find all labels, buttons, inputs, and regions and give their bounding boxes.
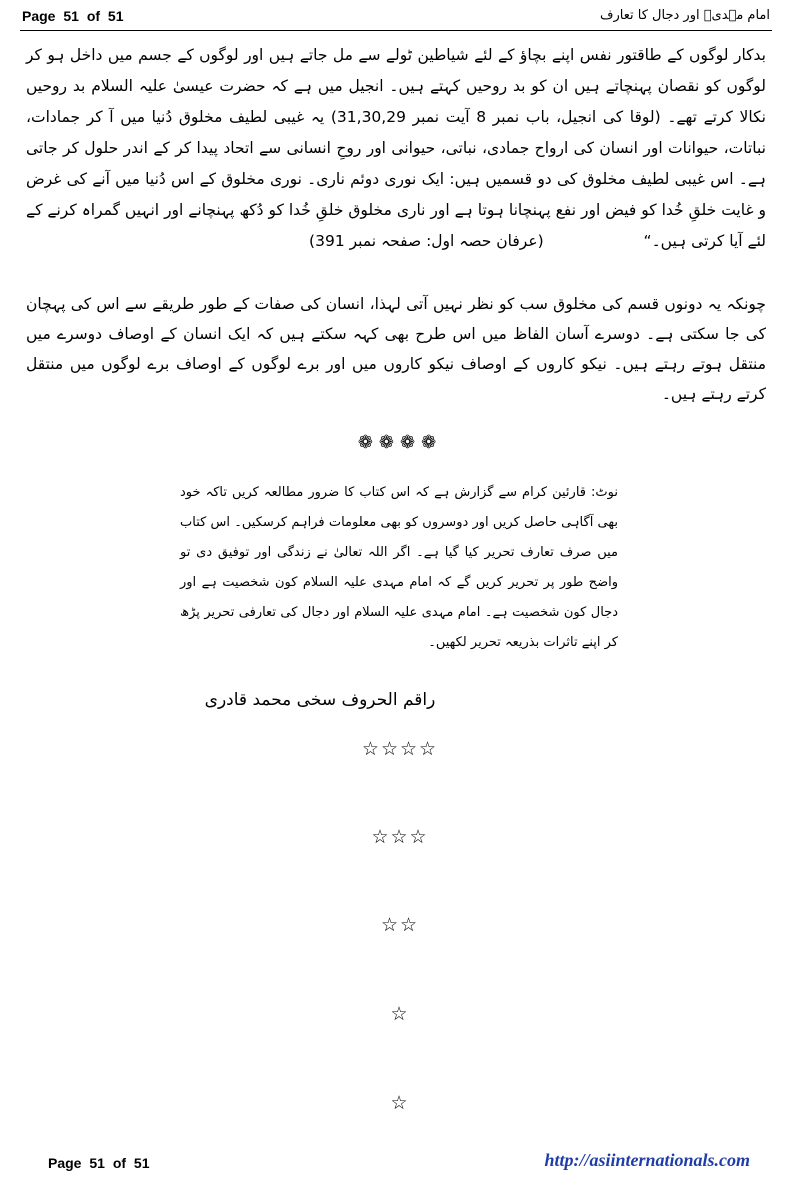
- note-block: [180, 478, 618, 658]
- body-paragraph-2: چونکہ یہ دونوں قسم کی مخلوق سب کو نظر نہیں آتی لہذا، انسان کی صفات کے طور طریقے سے اس کی پہچان کی جا سکتی ہے۔ دوسرے آسان الفاظ میں اس طرح بھی کہہ سکتے ہیں کہ ایک انسان کے اوصاف دوسرے میں منتقل ہوتے رہتے ہیں۔ نیکو کاروں کے اوصاف نیکو کاروں میں اور برے لوگوں کے اوصاف برے لوگوں میں منتقل کرتے رہتے ہیں۔: [26, 295, 766, 403]
- ornament-divider: ❁❁❁❁: [357, 432, 443, 453]
- citation: (عرفان حصہ اول: صفحہ نمبر 391): [309, 232, 544, 250]
- note-label: نوٹ:: [591, 485, 618, 500]
- stars-row-one-b: ☆: [390, 1092, 410, 1114]
- body-paragraph-1: [26, 40, 766, 257]
- header-divider: [20, 30, 772, 31]
- header-book-title: امام مہدیؑ اور دجال کا تعارف: [600, 8, 770, 23]
- author-signature: راقم الحروف سخی محمد قادری: [204, 690, 436, 710]
- footer-website-link[interactable]: http://asiinternationals.com: [544, 1150, 750, 1170]
- stars-row-one-a: ☆: [390, 1003, 410, 1025]
- header-page-number: Page 51 of 51: [22, 8, 124, 24]
- stars-row-four: ☆☆☆☆: [361, 738, 439, 760]
- stars-row-two: ☆☆: [380, 914, 420, 936]
- paragraph-1-text: بدکار لوگوں کے طاقتور نفس اپنے بچاؤ کے لئے شیاطین ٹولے سے مل جاتے ہیں اور لوگوں کے جسم میں داخل ہو کر لوگوں کو نقصان پہنچاتے ہیں ان کو بد روحیں کہتے ہیں۔ انجیل میں ہے کہ حضرت عیسیٰ علیہ السلام بد روحیں نکالا کرتے تھے۔ (لوقا کی انجیل، باب نمبر 8 آیت نمبر 31,30,29) یہ غیبی لطیف مخلوق دُنیا میں آ کر جمادات، نباتات، حیوانات اور انسان کی ارواح جمادی، نباتی، حیوانی اور روحِ انسانی سے اتحاد پیدا کر کے اندر حلول کر جاتی ہے۔ اس غیبی لطیف مخلوق کی دو قسمیں ہیں: ایک نوری دوئم ناری۔ نوری مخلوق کے اس دُنیا میں آنے کی غرض و غایت خلقِ خُدا کو فیض اور نفع پہنچانا ہوتا ہے اور ناری مخلوق خلقِ خُدا کو دُکھ پہنچانے اور انہیں گمراہ کرنے کے لئے آیا کرتی ہیں۔“: [26, 46, 766, 250]
- stars-row-three: ☆☆☆: [371, 826, 429, 848]
- footer-page-number: Page 51 of 51: [48, 1155, 150, 1171]
- note-text: قارئین کرام سے گزارش ہے کہ اس کتاب کا ضرور مطالعہ کریں تاکہ خود بھی آگاہی حاصل کریں اور دوسروں کو بھی معلومات فراہم کرسکیں۔ اس کتاب میں صرف تعارف تحریر کیا گیا ہے۔ اگر اللہ تعالیٰ نے زندگی اور توفیق دی تو واضح طور پر تحریر کریں گے کہ امام مہدی علیہ السلام کون شخصیت ہے اور دجال کون شخصیت ہے۔ امام مہدی علیہ السلام اور دجال کی تعارفی تحریر پڑھ کر اپنے تاثرات بذریعہ تحریر لکھیں۔: [180, 485, 618, 650]
